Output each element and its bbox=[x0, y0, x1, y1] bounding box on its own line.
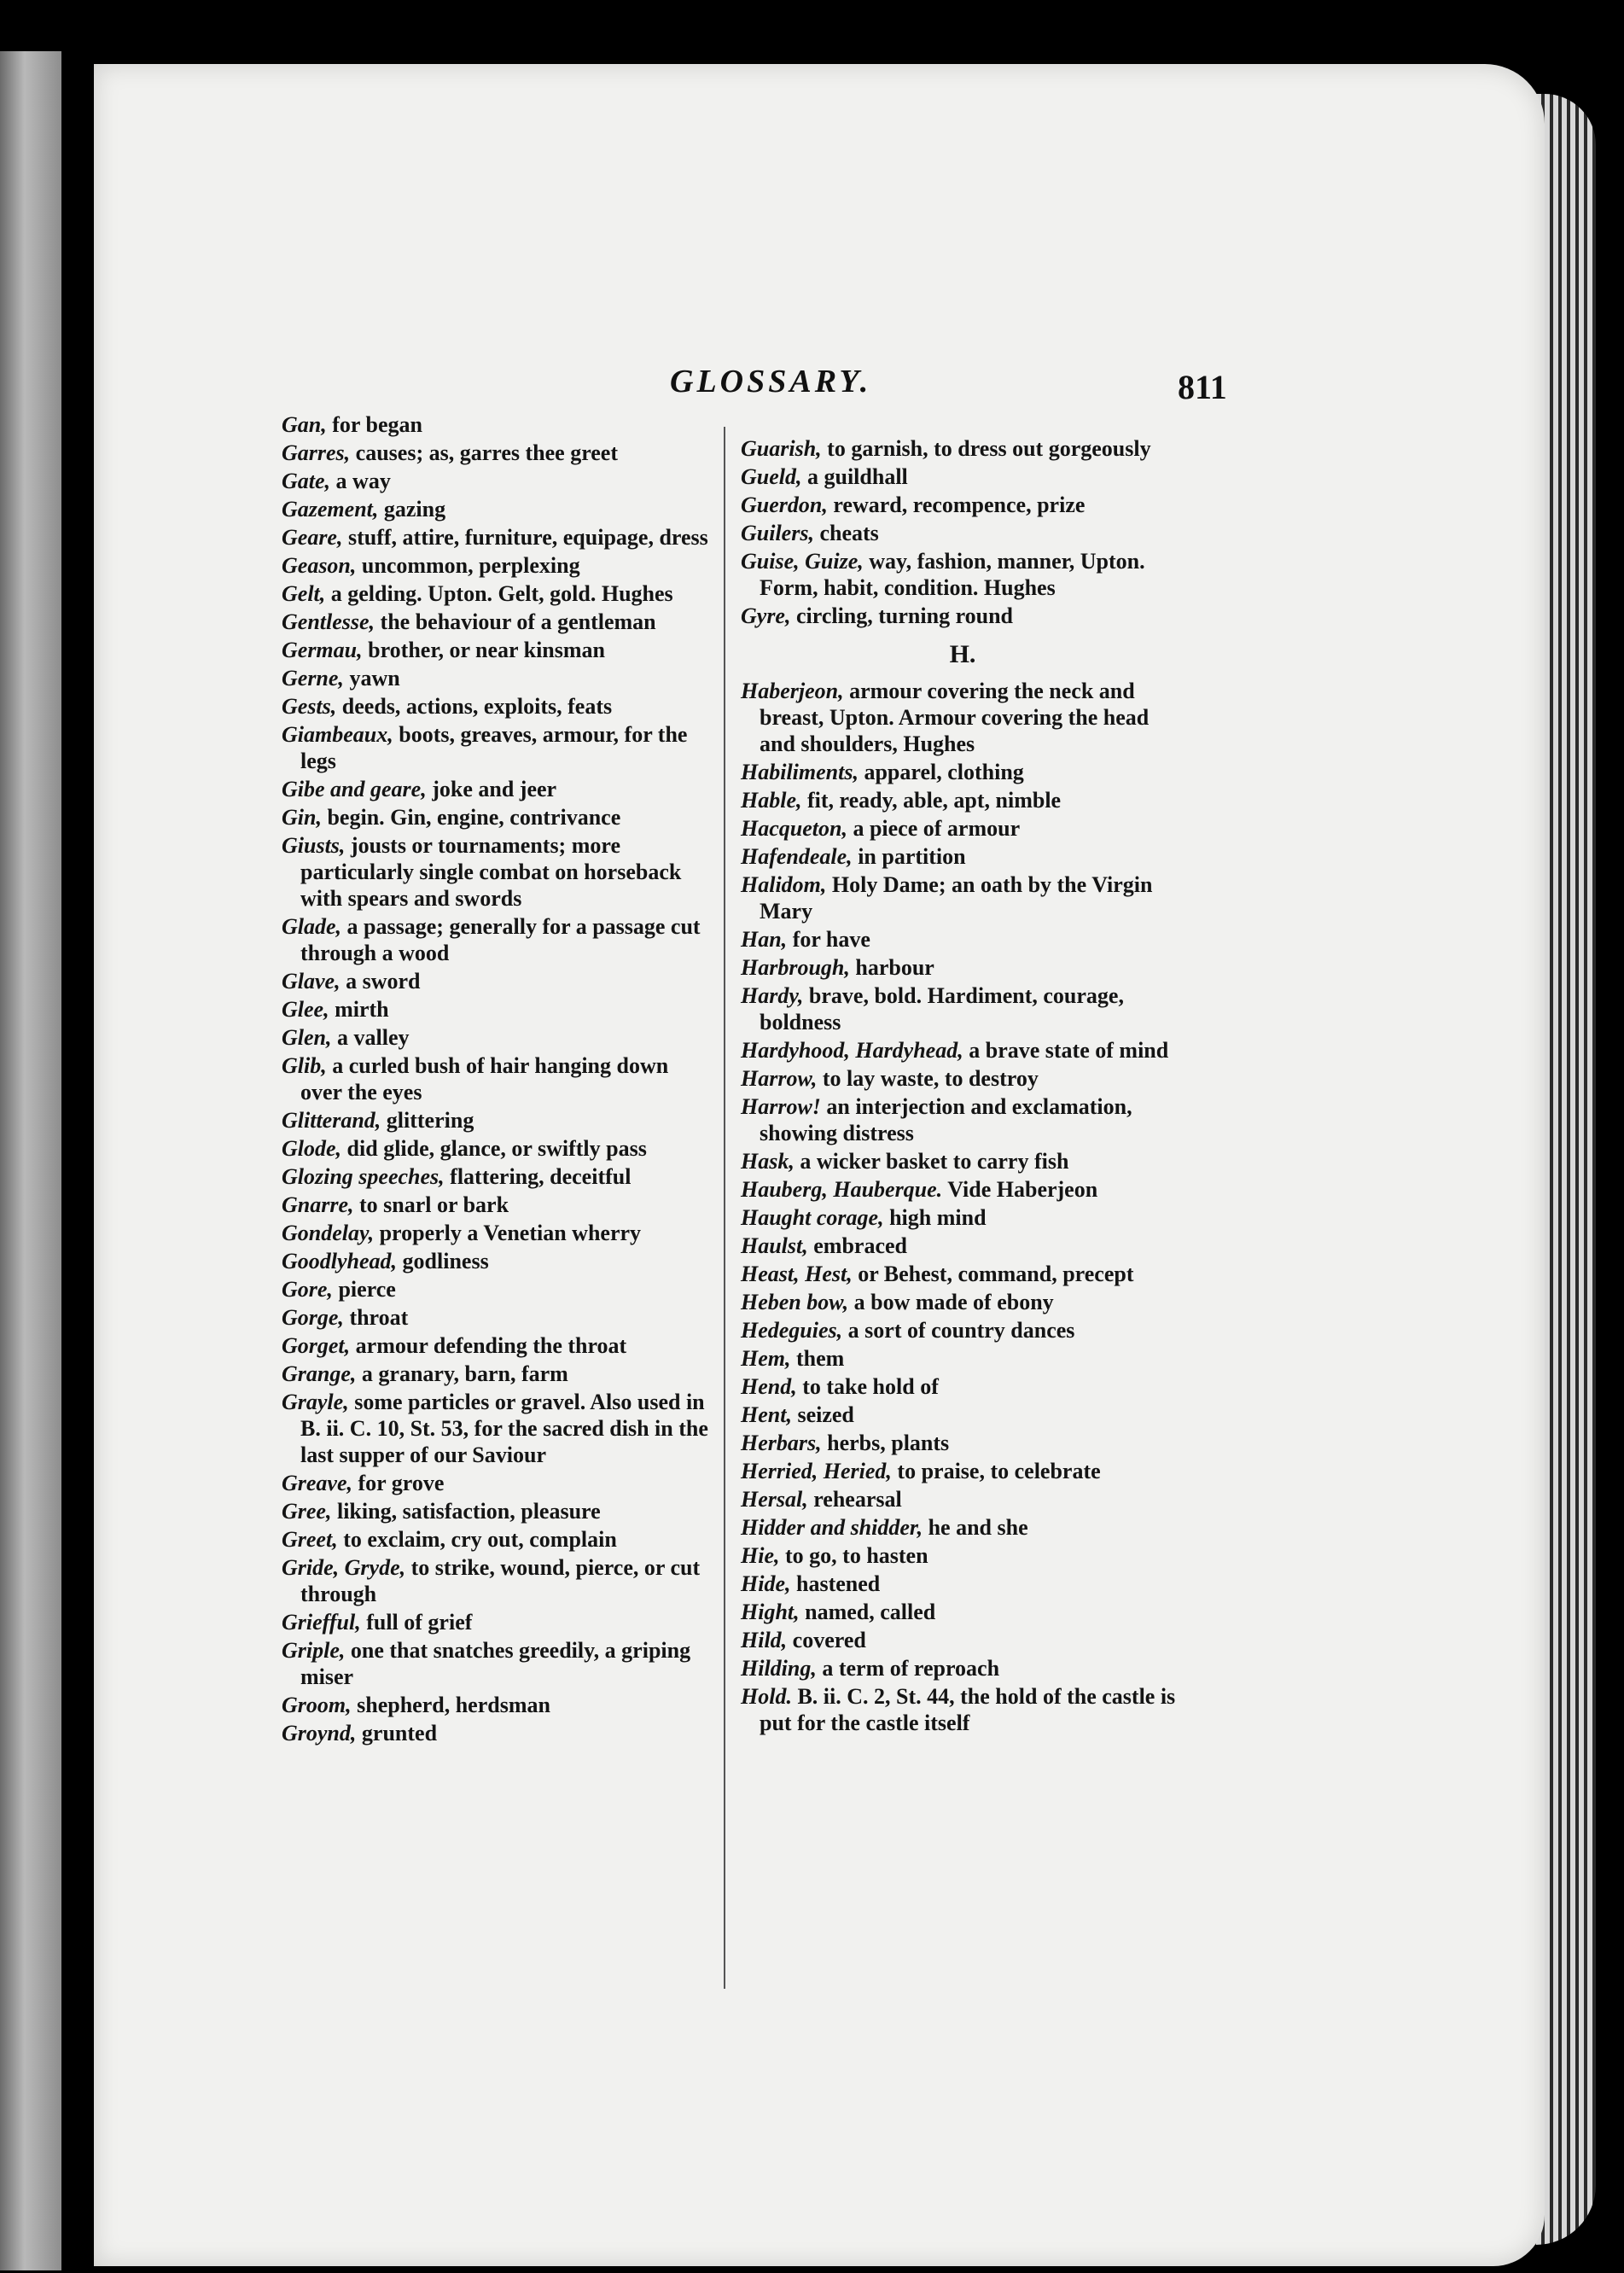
entry-headword: Hafendeale, bbox=[741, 844, 853, 869]
glossary-entry bbox=[282, 1498, 708, 1524]
entry-headword: Gazement, bbox=[282, 497, 379, 522]
entry-headword: Heast, Hest, bbox=[741, 1262, 853, 1286]
glossary-entry bbox=[282, 1526, 708, 1553]
entry-headword: Harrow! bbox=[741, 1094, 821, 1119]
glossary-entry bbox=[282, 468, 708, 494]
glossary-entry bbox=[741, 843, 1185, 870]
entry-definition: stuff, attire, furniture, equipage, dress bbox=[347, 525, 708, 550]
glossary-entry bbox=[741, 1148, 1185, 1174]
glossary-entry bbox=[282, 1163, 708, 1190]
glossary-entry bbox=[741, 1486, 1185, 1512]
entry-headword: Gin, bbox=[282, 805, 322, 830]
entry-definition: liking, satisfaction, pleasure bbox=[336, 1499, 601, 1524]
entry-headword: Hilding, bbox=[741, 1656, 817, 1681]
entry-definition: glittering bbox=[386, 1108, 474, 1133]
entry-definition: to lay waste, to destroy bbox=[822, 1066, 1039, 1091]
glossary-entry bbox=[282, 776, 708, 802]
entry-headword: Hardy, bbox=[741, 983, 804, 1008]
entry-definition: a wicker basket to carry fish bbox=[800, 1149, 1069, 1174]
entry-definition: brave, bold. Hardiment, courage, boldness bbox=[760, 983, 1124, 1035]
entry-definition: to garnish, to dress out gorgeously bbox=[827, 436, 1151, 461]
entry-headword: Glade, bbox=[282, 914, 342, 939]
glossary-entry bbox=[741, 1430, 1185, 1456]
entry-definition: throat bbox=[349, 1305, 409, 1330]
glossary-entry bbox=[282, 665, 708, 691]
glossary-entry bbox=[282, 1192, 708, 1218]
glossary-entry bbox=[282, 996, 708, 1023]
entry-definition: a piece of armour bbox=[853, 816, 1021, 841]
entry-definition: uncommon, perplexing bbox=[361, 553, 580, 578]
glossary-entry bbox=[282, 1107, 708, 1134]
entry-definition: did glide, glance, or swiftly pass bbox=[346, 1136, 647, 1161]
entry-headword: Haulst, bbox=[741, 1233, 808, 1258]
entry-definition: covered bbox=[792, 1628, 866, 1652]
entry-definition: properly a Venetian wherry bbox=[379, 1221, 642, 1245]
glossary-entry bbox=[282, 524, 708, 551]
entry-headword: Hidder and shidder, bbox=[741, 1515, 923, 1540]
entry-headword: Grange, bbox=[282, 1361, 357, 1386]
glossary-entry bbox=[282, 1470, 708, 1496]
entry-definition: brother, or near kinsman bbox=[368, 638, 605, 662]
entry-headword: Gate, bbox=[282, 469, 331, 493]
entry-headword: Harrow, bbox=[741, 1066, 818, 1091]
glossary-entry bbox=[741, 982, 1185, 1035]
entry-definition: to go, to hasten bbox=[785, 1543, 928, 1568]
entry-headword: Heben bow, bbox=[741, 1290, 849, 1314]
entry-headword: Giusts, bbox=[282, 833, 346, 858]
entry-definition: way, fashion, manner, Upton. Form, habit, condition. Hughes bbox=[760, 549, 1145, 600]
entry-headword: Glitterand, bbox=[282, 1108, 381, 1133]
glossary-entry bbox=[282, 1135, 708, 1162]
entry-definition: in partition bbox=[858, 844, 966, 869]
entry-definition: an interjection and exclamation, showing distress bbox=[760, 1094, 1132, 1145]
entry-definition: begin. Gin, engine, contrivance bbox=[327, 805, 621, 830]
entry-definition: a curled bush of hair hanging down over the eyes bbox=[300, 1053, 669, 1104]
entry-definition: to exclaim, cry out, complain bbox=[343, 1527, 617, 1552]
entry-definition: armour defending the throat bbox=[355, 1333, 627, 1358]
entry-headword: Hask, bbox=[741, 1149, 795, 1174]
entry-definition: armour covering the neck and breast, Upton. Armour covering the head and shoulders, Hughes bbox=[760, 679, 1150, 756]
section-letter: H. bbox=[949, 640, 976, 668]
glossary-entry bbox=[741, 435, 1185, 462]
entry-definition: a sort of country dances bbox=[847, 1318, 1075, 1343]
glossary-entry bbox=[741, 1373, 1185, 1400]
entry-definition: reward, recompence, prize bbox=[833, 492, 1086, 517]
glossary-entry bbox=[282, 1276, 708, 1303]
entry-definition: a sword bbox=[346, 969, 421, 994]
glossary-entry bbox=[741, 1683, 1185, 1736]
entry-definition: to praise, to celebrate bbox=[897, 1459, 1101, 1483]
entry-headword: Hauberg, Hauberque. bbox=[741, 1177, 943, 1202]
entry-definition: the behaviour of a gentleman bbox=[380, 609, 656, 634]
entry-headword: Herried, Heried, bbox=[741, 1459, 892, 1483]
glossary-entry bbox=[282, 496, 708, 522]
entry-headword: Greave, bbox=[282, 1471, 353, 1495]
entry-definition: a bow made of ebony bbox=[853, 1290, 1054, 1314]
entry-headword: Gore, bbox=[282, 1277, 333, 1302]
entry-definition: for grove bbox=[358, 1471, 445, 1495]
glossary-entry bbox=[741, 1317, 1185, 1343]
entry-headword: Hardyhood, Hardyhead, bbox=[741, 1038, 963, 1063]
left-page-edge bbox=[0, 51, 61, 2270]
entry-definition: a way bbox=[335, 469, 391, 493]
glossary-entry bbox=[741, 603, 1185, 629]
glossary-entry bbox=[741, 1065, 1185, 1092]
entry-definition: for began bbox=[332, 412, 422, 437]
glossary-entry bbox=[741, 954, 1185, 981]
glossary-entry bbox=[282, 693, 708, 720]
glossary-entry bbox=[282, 440, 708, 466]
glossary-entry bbox=[741, 1542, 1185, 1569]
entry-definition: a brave state of mind bbox=[969, 1038, 1169, 1063]
entry-headword: Gentlesse, bbox=[282, 609, 375, 634]
entry-definition: some particles or gravel. Also used in B. ii. C. 10, St. 53, for the sacred dish in the last supper of our Saviour bbox=[300, 1390, 708, 1467]
entry-headword: Greet, bbox=[282, 1527, 338, 1552]
entry-definition: to take hold of bbox=[802, 1374, 939, 1399]
entry-definition: pierce bbox=[338, 1277, 396, 1302]
entry-headword: Gorge, bbox=[282, 1305, 344, 1330]
entry-definition: a granary, barn, farm bbox=[361, 1361, 568, 1386]
glossary-entry bbox=[282, 1248, 708, 1274]
glossary-entry bbox=[741, 1345, 1185, 1372]
entry-definition: joke and jeer bbox=[432, 777, 557, 801]
entry-definition: flattering, deceitful bbox=[450, 1164, 632, 1189]
entry-headword: Herbars, bbox=[741, 1431, 822, 1455]
entry-definition: named, called bbox=[805, 1600, 936, 1624]
entry-headword: Goodlyhead, bbox=[282, 1249, 398, 1273]
entry-definition: them bbox=[796, 1346, 845, 1371]
glossary-entry bbox=[741, 1176, 1185, 1203]
entry-headword: Griple, bbox=[282, 1638, 346, 1663]
entry-headword: Groom, bbox=[282, 1693, 352, 1717]
entry-headword: Hedeguies, bbox=[741, 1318, 843, 1343]
glossary-entry bbox=[282, 1332, 708, 1359]
entry-definition: harbour bbox=[855, 955, 934, 980]
entry-definition: a gelding. Upton. Gelt, gold. Hughes bbox=[330, 581, 673, 606]
column-divider bbox=[724, 427, 725, 1989]
entry-definition: high mind bbox=[889, 1205, 987, 1230]
entry-definition: a guildhall bbox=[807, 464, 908, 489]
entry-definition: deeds, actions, exploits, feats bbox=[341, 694, 613, 719]
glossary-entry bbox=[741, 787, 1185, 813]
entry-definition: apparel, clothing bbox=[864, 760, 1024, 784]
glossary-entry bbox=[741, 1093, 1185, 1146]
entry-headword: Guerdon, bbox=[741, 492, 828, 517]
glossary-entry bbox=[741, 815, 1185, 842]
entry-headword: Groynd, bbox=[282, 1721, 357, 1746]
entry-definition: rehearsal bbox=[813, 1487, 902, 1512]
glossary-entry bbox=[282, 609, 708, 635]
entry-definition: causes; as, garres thee greet bbox=[355, 440, 618, 465]
entry-definition: Holy Dame; an oath by the Virgin Mary bbox=[760, 872, 1153, 924]
entry-headword: Griefful, bbox=[282, 1610, 361, 1635]
entry-definition: to strike, wound, pierce, or cut through bbox=[300, 1555, 701, 1606]
entry-definition: grunted bbox=[361, 1721, 438, 1746]
entry-headword: Gests, bbox=[282, 694, 337, 719]
entry-headword: Garres, bbox=[282, 440, 351, 465]
glossary-entry bbox=[741, 1261, 1185, 1287]
entry-definition: jousts or tournaments; more particularly single combat on horseback with spears and swords bbox=[300, 833, 682, 911]
entry-definition: a valley bbox=[337, 1025, 410, 1050]
entry-definition: hastened bbox=[796, 1571, 881, 1596]
entry-definition: godliness bbox=[402, 1249, 489, 1273]
glossary-entry bbox=[741, 520, 1185, 546]
entry-definition: mirth bbox=[335, 997, 389, 1022]
glossary-entry bbox=[741, 926, 1185, 953]
entry-headword: Gree, bbox=[282, 1499, 332, 1524]
entry-definition: herbs, plants bbox=[827, 1431, 950, 1455]
entry-headword: Grayle, bbox=[282, 1390, 349, 1414]
glossary-entry bbox=[741, 1458, 1185, 1484]
entry-headword: Hild, bbox=[741, 1628, 788, 1652]
entry-definition: B. ii. C. 2, St. 44, the hold of the castle is put for the castle itself bbox=[760, 1684, 1176, 1735]
glossary-entry bbox=[741, 759, 1185, 785]
glossary-entry bbox=[282, 1361, 708, 1387]
entry-headword: Haught corage, bbox=[741, 1205, 884, 1230]
entry-definition: a passage; generally for a passage cut through a wood bbox=[300, 914, 701, 965]
entry-headword: Gride, Gryde, bbox=[282, 1555, 406, 1580]
glossary-entry bbox=[282, 1609, 708, 1635]
entry-definition: cheats bbox=[819, 521, 879, 545]
entry-headword: Gondelay, bbox=[282, 1221, 375, 1245]
glossary-entry bbox=[741, 548, 1185, 601]
entry-headword: Glave, bbox=[282, 969, 341, 994]
entry-headword: Gelt, bbox=[282, 581, 326, 606]
entry-headword: Guarish, bbox=[741, 436, 822, 461]
entry-definition: for have bbox=[792, 927, 870, 952]
entry-headword: Geason, bbox=[282, 553, 357, 578]
entry-headword: Giambeaux, bbox=[282, 722, 393, 747]
glossary-column-right-bottom bbox=[741, 678, 1185, 1736]
entry-definition: yawn bbox=[349, 666, 400, 691]
entry-headword: Gueld, bbox=[741, 464, 802, 489]
entry-headword: Glozing speeches, bbox=[282, 1164, 445, 1189]
entry-definition: one that snatches greedily, a griping miser bbox=[300, 1638, 691, 1689]
entry-definition: fit, ready, able, apt, nimble bbox=[807, 788, 1062, 813]
glossary-column-right bbox=[741, 435, 1185, 1738]
glossary-entry bbox=[741, 492, 1185, 518]
entry-definition: or Behest, command, precept bbox=[858, 1262, 1134, 1286]
entry-headword: Hable, bbox=[741, 788, 802, 813]
glossary-entry bbox=[282, 1554, 708, 1607]
glossary-entry bbox=[282, 804, 708, 831]
entry-headword: Glode, bbox=[282, 1136, 342, 1161]
entry-headword: Gibe and geare, bbox=[282, 777, 427, 801]
glossary-entry bbox=[282, 1304, 708, 1331]
entry-headword: Gerne, bbox=[282, 666, 344, 691]
entry-headword: Gyre, bbox=[741, 603, 791, 628]
page-number: 811 bbox=[1178, 368, 1227, 406]
running-head: GLOSSARY. bbox=[670, 364, 872, 399]
glossary-entry bbox=[741, 871, 1185, 924]
glossary-entry bbox=[741, 1402, 1185, 1428]
entry-headword: Hent, bbox=[741, 1402, 792, 1427]
entry-headword: Hersal, bbox=[741, 1487, 808, 1512]
glossary-entry bbox=[282, 968, 708, 994]
glossary-entry bbox=[741, 1037, 1185, 1064]
entry-headword: Han, bbox=[741, 927, 788, 952]
glossary-entry bbox=[741, 1571, 1185, 1597]
entry-headword: Guise, Guize, bbox=[741, 549, 864, 574]
entry-definition: embraced bbox=[813, 1233, 907, 1258]
glossary-entry bbox=[282, 913, 708, 966]
glossary-entry bbox=[741, 1289, 1185, 1315]
entry-headword: Hold. bbox=[741, 1684, 792, 1709]
entry-headword: Guilers, bbox=[741, 521, 814, 545]
glossary-entry bbox=[741, 1655, 1185, 1681]
entry-headword: Hem, bbox=[741, 1346, 791, 1371]
glossary-entry bbox=[282, 411, 708, 438]
entry-headword: Hie, bbox=[741, 1543, 780, 1568]
glossary-column-left bbox=[282, 411, 708, 1748]
entry-headword: Gnarre, bbox=[282, 1192, 354, 1217]
entry-headword: Glee, bbox=[282, 997, 329, 1022]
glossary-column-right-top bbox=[741, 435, 1185, 629]
glossary-entry bbox=[282, 1024, 708, 1051]
glossary-entry bbox=[741, 1514, 1185, 1541]
glossary-entry bbox=[282, 1692, 708, 1718]
glossary-entry bbox=[282, 637, 708, 663]
entry-headword: Hend, bbox=[741, 1374, 797, 1399]
entry-definition: he and she bbox=[928, 1515, 1028, 1540]
entry-definition: to snarl or bark bbox=[359, 1192, 509, 1217]
glossary-entry bbox=[282, 1720, 708, 1746]
entry-headword: Hide, bbox=[741, 1571, 791, 1596]
glossary-entry bbox=[282, 832, 708, 912]
entry-definition: gazing bbox=[383, 497, 446, 522]
glossary-entry bbox=[741, 463, 1185, 490]
glossary-entry bbox=[282, 1220, 708, 1246]
entry-definition: circling, turning round bbox=[795, 603, 1014, 628]
entry-headword: Glen, bbox=[282, 1025, 332, 1050]
entry-headword: Harbrough, bbox=[741, 955, 850, 980]
entry-headword: Glib, bbox=[282, 1053, 327, 1078]
entry-definition: Vide Haberjeon bbox=[947, 1177, 1098, 1202]
glossary-entry bbox=[282, 552, 708, 579]
entry-definition: boots, greaves, armour, for the legs bbox=[300, 722, 688, 773]
glossary-entry bbox=[741, 1233, 1185, 1259]
entry-definition: full of grief bbox=[366, 1610, 473, 1635]
glossary-entry bbox=[741, 1599, 1185, 1625]
entry-headword: Hacqueton, bbox=[741, 816, 847, 841]
entry-headword: Hight, bbox=[741, 1600, 800, 1624]
glossary-entry bbox=[282, 1052, 708, 1105]
entry-definition: seized bbox=[797, 1402, 854, 1427]
entry-definition: shepherd, herdsman bbox=[357, 1693, 550, 1717]
entry-definition: a term of reproach bbox=[822, 1656, 1000, 1681]
entry-headword: Haberjeon, bbox=[741, 679, 844, 703]
glossary-entry bbox=[282, 1637, 708, 1690]
glossary-entry bbox=[282, 1389, 708, 1468]
entry-headword: Gorget, bbox=[282, 1333, 351, 1358]
glossary-entry bbox=[741, 1204, 1185, 1231]
glossary-entry bbox=[741, 1627, 1185, 1653]
entry-headword: Geare, bbox=[282, 525, 343, 550]
entry-headword: Germau, bbox=[282, 638, 363, 662]
entry-headword: Gan, bbox=[282, 412, 327, 437]
entry-headword: Halidom, bbox=[741, 872, 827, 897]
entry-headword: Habiliments, bbox=[741, 760, 859, 784]
glossary-entry bbox=[741, 678, 1185, 757]
glossary-entry bbox=[282, 580, 708, 607]
glossary-entry bbox=[282, 721, 708, 774]
